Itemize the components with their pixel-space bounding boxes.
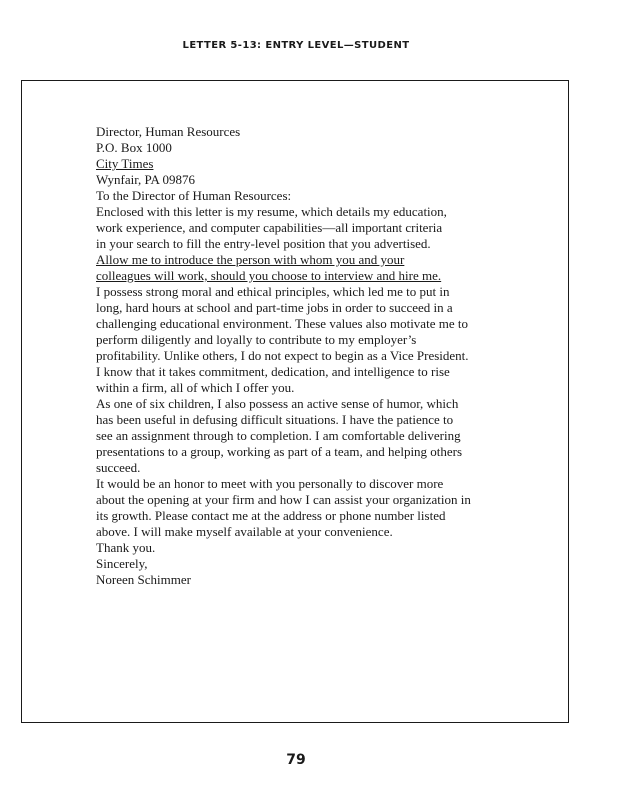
recipient-title: Director, Human Resources xyxy=(96,124,241,139)
paragraph-line: see an assignment through to completion. I am comfortable delivering xyxy=(96,428,461,443)
paragraph-line: above. I will make myself available at your convenience. xyxy=(96,524,393,539)
paragraph-principles xyxy=(96,284,506,396)
closing-line: Sincerely, xyxy=(96,556,148,571)
paragraph-line: in your search to fill the entry-level position that you advertised. xyxy=(96,236,431,251)
paragraph-highlight xyxy=(96,252,506,284)
letter-body xyxy=(96,124,506,588)
paragraph-line: its growth. Please contact me at the address or phone number listed xyxy=(96,508,446,523)
paragraph-line: colleagues will work, should you choose to interview and hire me. xyxy=(96,268,442,283)
paragraph-line: succeed. xyxy=(96,460,141,475)
paragraph-humor xyxy=(96,396,506,476)
paragraph-line: Enclosed with this letter is my resume, which details my education, xyxy=(96,204,447,219)
paragraph-line: I know that it takes commitment, dedication, and intelligence to rise xyxy=(96,364,450,379)
paragraph-line: As one of six children, I also possess an active sense of humor, which xyxy=(96,396,459,411)
paragraph-line: within a firm, all of which I offer you. xyxy=(96,380,295,395)
recipient-city-state: Wynfair, PA 09876 xyxy=(96,172,195,187)
page-number: 79 xyxy=(286,752,306,768)
paragraph-line: presentations to a group, working as part of a team, and helping others xyxy=(96,444,463,459)
signature-name: Noreen Schimmer xyxy=(96,572,191,587)
paragraph-line: long, hard hours at school and part-time jobs in order to succeed in a xyxy=(96,300,453,315)
paragraph-line: perform diligently and loyally to contribute to my employer’s xyxy=(96,332,417,347)
paragraph-line: challenging educational environment. These values also motivate me to xyxy=(96,316,468,331)
recipient-company: City Times xyxy=(96,156,154,171)
recipient-address-block xyxy=(96,124,506,188)
thank-you-line: Thank you. xyxy=(96,540,156,555)
paragraph-meeting xyxy=(96,476,506,540)
paragraph-line: I possess strong moral and ethical principles, which led me to put in xyxy=(96,284,450,299)
salutation: To the Director of Human Resources: xyxy=(96,188,292,203)
paragraph-intro xyxy=(96,204,506,252)
paragraph-line: Allow me to introduce the person with whom you and your xyxy=(96,252,405,267)
paragraph-line: work experience, and computer capabilities—all important criteria xyxy=(96,220,443,235)
paragraph-line: has been useful in defusing difficult situations. I have the patience to xyxy=(96,412,454,427)
paragraph-line: about the opening at your firm and how I can assist your organization in xyxy=(96,492,471,507)
recipient-address: P.O. Box 1000 xyxy=(96,140,172,155)
paragraph-line: profitability. Unlike others, I do not expect to begin as a Vice President. xyxy=(96,348,469,363)
page-header-title: LETTER 5-13: ENTRY LEVEL—STUDENT xyxy=(182,40,410,51)
paragraph-line: It would be an honor to meet with you personally to discover more xyxy=(96,476,444,491)
